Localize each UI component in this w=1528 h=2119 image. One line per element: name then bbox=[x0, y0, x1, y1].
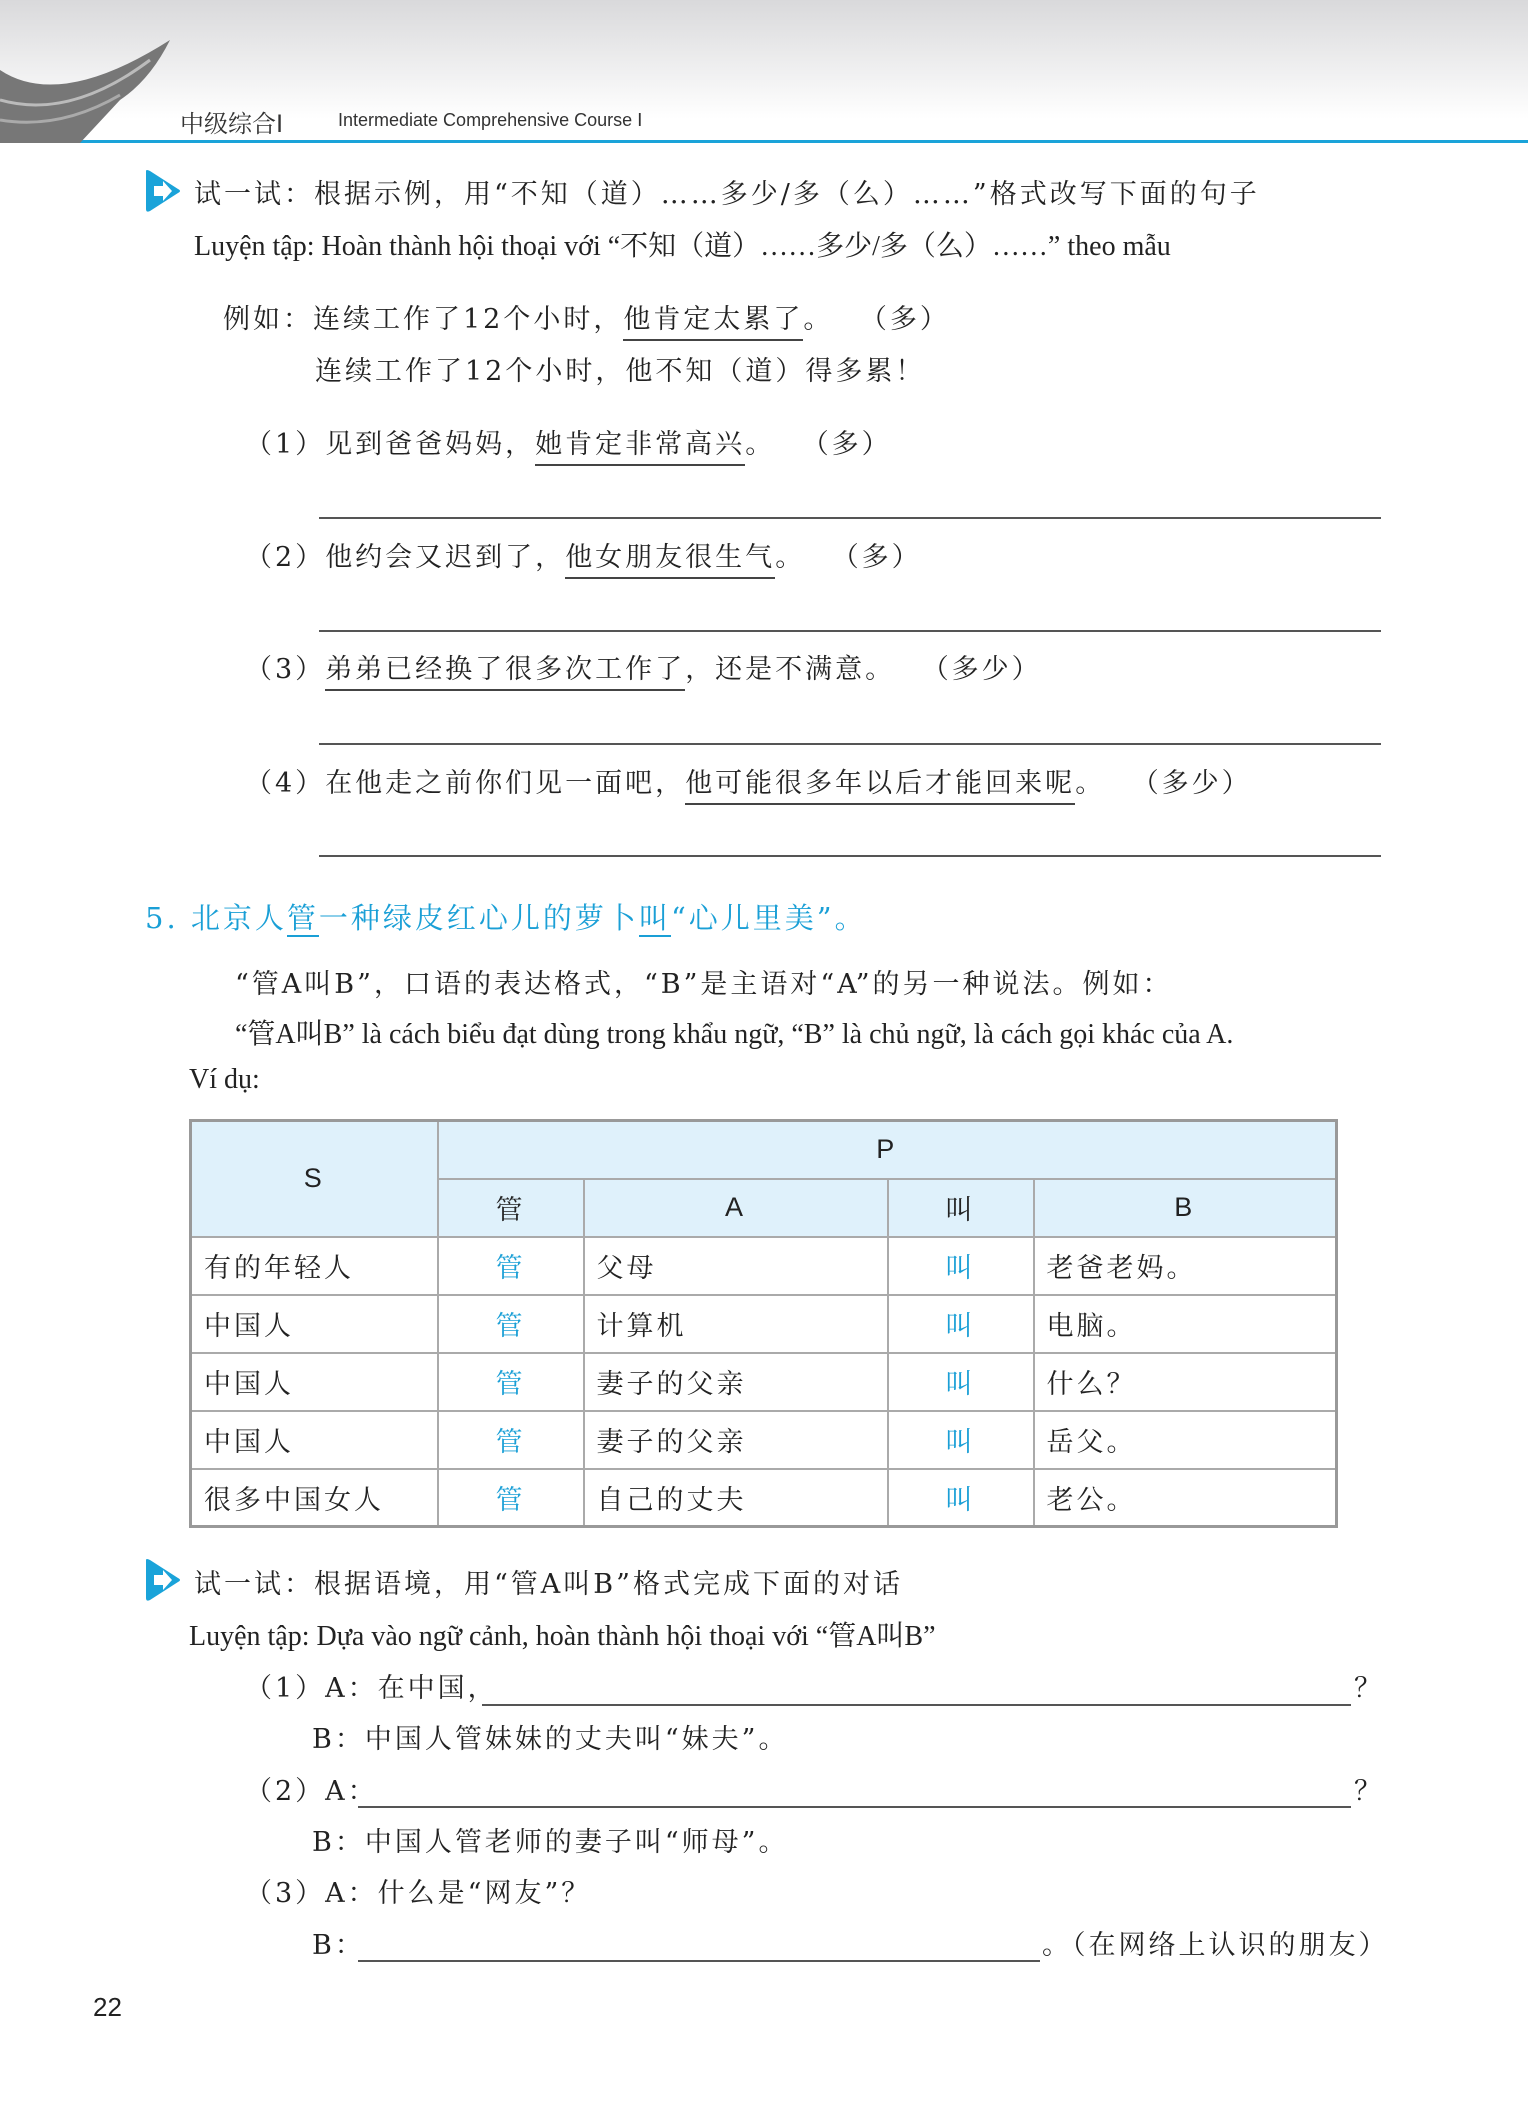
text-span: （4） bbox=[245, 768, 326, 799]
text-span: 弟弟已经换了很多次工作了 bbox=[325, 654, 685, 691]
text-span: 一种绿皮红心儿的萝卜 bbox=[318, 901, 639, 935]
dialog-3-answer-line[interactable] bbox=[358, 1960, 1040, 1962]
arrow-icon bbox=[144, 1558, 182, 1602]
table-cell: 中国人 bbox=[191, 1295, 438, 1353]
answer-line-1[interactable] bbox=[319, 517, 1381, 519]
answer-line-2[interactable] bbox=[319, 630, 1381, 632]
vidu-label: Ví dụ: bbox=[189, 1064, 260, 1095]
text-span: （多少） bbox=[1145, 768, 1252, 799]
exercise-item-4 bbox=[245, 761, 1252, 800]
header-title-cn: 中级综合Ⅰ bbox=[180, 110, 284, 138]
table-cell: 叫 bbox=[888, 1411, 1034, 1469]
text-span: 5. bbox=[145, 901, 179, 935]
table-cell: 妻子的父亲 bbox=[584, 1411, 888, 1469]
text-span: 。 bbox=[745, 429, 776, 460]
header-a: A bbox=[584, 1179, 888, 1237]
answer-line-3[interactable] bbox=[319, 743, 1381, 745]
text-span: 见到爸爸妈妈， bbox=[325, 429, 536, 460]
text-span: 。 bbox=[1075, 768, 1106, 799]
text-span: 她肯定非常高兴 bbox=[535, 429, 745, 466]
table-cell: 管 bbox=[438, 1295, 584, 1353]
dialog-2-answer-line[interactable] bbox=[358, 1806, 1351, 1808]
header-b: B bbox=[1034, 1179, 1337, 1237]
text-span: 他可能很多年以后才能回来呢 bbox=[685, 768, 1075, 805]
text-span: ，还是不满意。 bbox=[685, 654, 896, 685]
page-header bbox=[0, 0, 1528, 143]
table-row bbox=[191, 1469, 1337, 1527]
exercise-item-2 bbox=[245, 535, 922, 574]
roof-eave-image bbox=[0, 40, 175, 143]
table-cell: 妻子的父亲 bbox=[584, 1353, 888, 1411]
table-cell: 很多中国女人 bbox=[191, 1469, 438, 1527]
table-cell: 老公。 bbox=[1034, 1469, 1337, 1527]
text-span: （多） bbox=[845, 542, 922, 573]
page-number: 22 bbox=[93, 1992, 122, 2022]
table-cell: 叫 bbox=[888, 1469, 1034, 1527]
text-span: （2） bbox=[245, 542, 326, 573]
table-row bbox=[191, 1411, 1337, 1469]
text-span: （多少） bbox=[935, 654, 1042, 685]
table-cell: 计算机 bbox=[584, 1295, 888, 1353]
example-label: 例如： bbox=[223, 304, 313, 335]
dialog-3-a: （3）A：什么是“网友”？ bbox=[245, 1878, 592, 1909]
table-cell: 管 bbox=[438, 1411, 584, 1469]
section-5-heading bbox=[145, 896, 867, 937]
table-cell: 自己的丈夫 bbox=[584, 1469, 888, 1527]
header-s: S bbox=[191, 1121, 438, 1237]
table-cell: 管 bbox=[438, 1237, 584, 1295]
example-answer: 连续工作了12个小时，他不知（道）得多累！ bbox=[315, 356, 926, 387]
table-cell: 管 bbox=[438, 1353, 584, 1411]
dialog-2-a: （2）A： bbox=[245, 1776, 378, 1807]
text-span: （1） bbox=[245, 429, 326, 460]
table-row bbox=[191, 1295, 1337, 1353]
ex4-instruction-cn: 试一试：根据示例，用“不知（道）……多少/多（么）……”格式改写下面的句子 bbox=[194, 179, 1260, 210]
table-cell: 父母 bbox=[584, 1237, 888, 1295]
dialog-2-question-mark: ？ bbox=[1354, 1776, 1384, 1807]
example-underlined: 他肯定太累了 bbox=[623, 304, 803, 341]
header-p: P bbox=[438, 1121, 1337, 1179]
example-post: 。 bbox=[803, 304, 834, 335]
text-span: 管 bbox=[286, 901, 319, 935]
table-cell: 管 bbox=[438, 1469, 584, 1527]
practice-instruction-vi: Luyện tập: Dựa vào ngữ cảnh, hoàn thành hội thoại với “管A叫B” bbox=[189, 1621, 936, 1652]
table-cell: 岳父。 bbox=[1034, 1411, 1337, 1469]
text-span: 他约会又迟到了， bbox=[325, 542, 566, 573]
dialog-2-b: B：中国人管老师的妻子叫“师母”。 bbox=[312, 1827, 789, 1858]
text-span: （3） bbox=[245, 654, 326, 685]
table-cell: 叫 bbox=[888, 1237, 1034, 1295]
example-pre: 连续工作了12个小时， bbox=[313, 304, 624, 335]
text-span: “心儿里美”。 bbox=[670, 901, 867, 935]
text-span: 叫 bbox=[638, 901, 671, 935]
text-span: 北京人 bbox=[190, 901, 287, 935]
text-span: 。 bbox=[775, 542, 806, 573]
practice-instruction-cn: 试一试：根据语境，用“管A叫B”格式完成下面的对话 bbox=[194, 1569, 903, 1600]
section-5-desc-cn: “管A叫B”，口语的表达格式，“B”是主语对“A”的另一种说法。例如： bbox=[235, 969, 1173, 1000]
arrow-icon bbox=[144, 169, 182, 213]
table-cell: 什么？ bbox=[1034, 1353, 1337, 1411]
dialog-3-b: B： bbox=[312, 1930, 365, 1961]
text-span: 他女朋友很生气 bbox=[565, 542, 775, 579]
table-cell: 电脑。 bbox=[1034, 1295, 1337, 1353]
text-span: （多） bbox=[815, 429, 892, 460]
header-jiao: 叫 bbox=[888, 1179, 1034, 1237]
table-row bbox=[191, 1237, 1337, 1295]
table-cell: 叫 bbox=[888, 1295, 1034, 1353]
header-guan: 管 bbox=[438, 1179, 584, 1237]
dialog-1-answer-line[interactable] bbox=[482, 1704, 1351, 1706]
text-span: 在他走之前你们见一面吧， bbox=[325, 768, 686, 799]
dialog-1-a: （1）A：在中国， bbox=[245, 1673, 498, 1704]
table-row bbox=[191, 1353, 1337, 1411]
dialog-1-b: B：中国人管妹妹的丈夫叫“妹夫”。 bbox=[312, 1724, 789, 1755]
table-cell: 有的年轻人 bbox=[191, 1237, 438, 1295]
table-cell: 中国人 bbox=[191, 1411, 438, 1469]
header-title-en: Intermediate Comprehensive Course Ⅰ bbox=[338, 110, 643, 130]
example-hint: （多） bbox=[873, 304, 950, 335]
section-5-desc-vi: “管A叫B” là cách biểu đạt dùng trong khẩu ngữ, “B” là chủ ngữ, là cách gọi khác của A. bbox=[235, 1019, 1234, 1050]
pattern-table bbox=[189, 1119, 1338, 1528]
ex4-instruction-vi: Luyện tập: Hoàn thành hội thoại với “不知（道）……多少/多（么）……” theo mẫu bbox=[194, 231, 1171, 262]
table-cell: 老爸老妈。 bbox=[1034, 1237, 1337, 1295]
example-sentence bbox=[223, 297, 950, 336]
dialog-1-question-mark: ？ bbox=[1354, 1673, 1384, 1704]
table-cell: 中国人 bbox=[191, 1353, 438, 1411]
answer-line-4[interactable] bbox=[319, 855, 1381, 857]
dialog-3-hint: 。（在网络上认识的朋友） bbox=[1042, 1930, 1389, 1961]
exercise-item-1 bbox=[245, 422, 892, 461]
exercise-item-3 bbox=[245, 647, 1042, 686]
table-cell: 叫 bbox=[888, 1353, 1034, 1411]
